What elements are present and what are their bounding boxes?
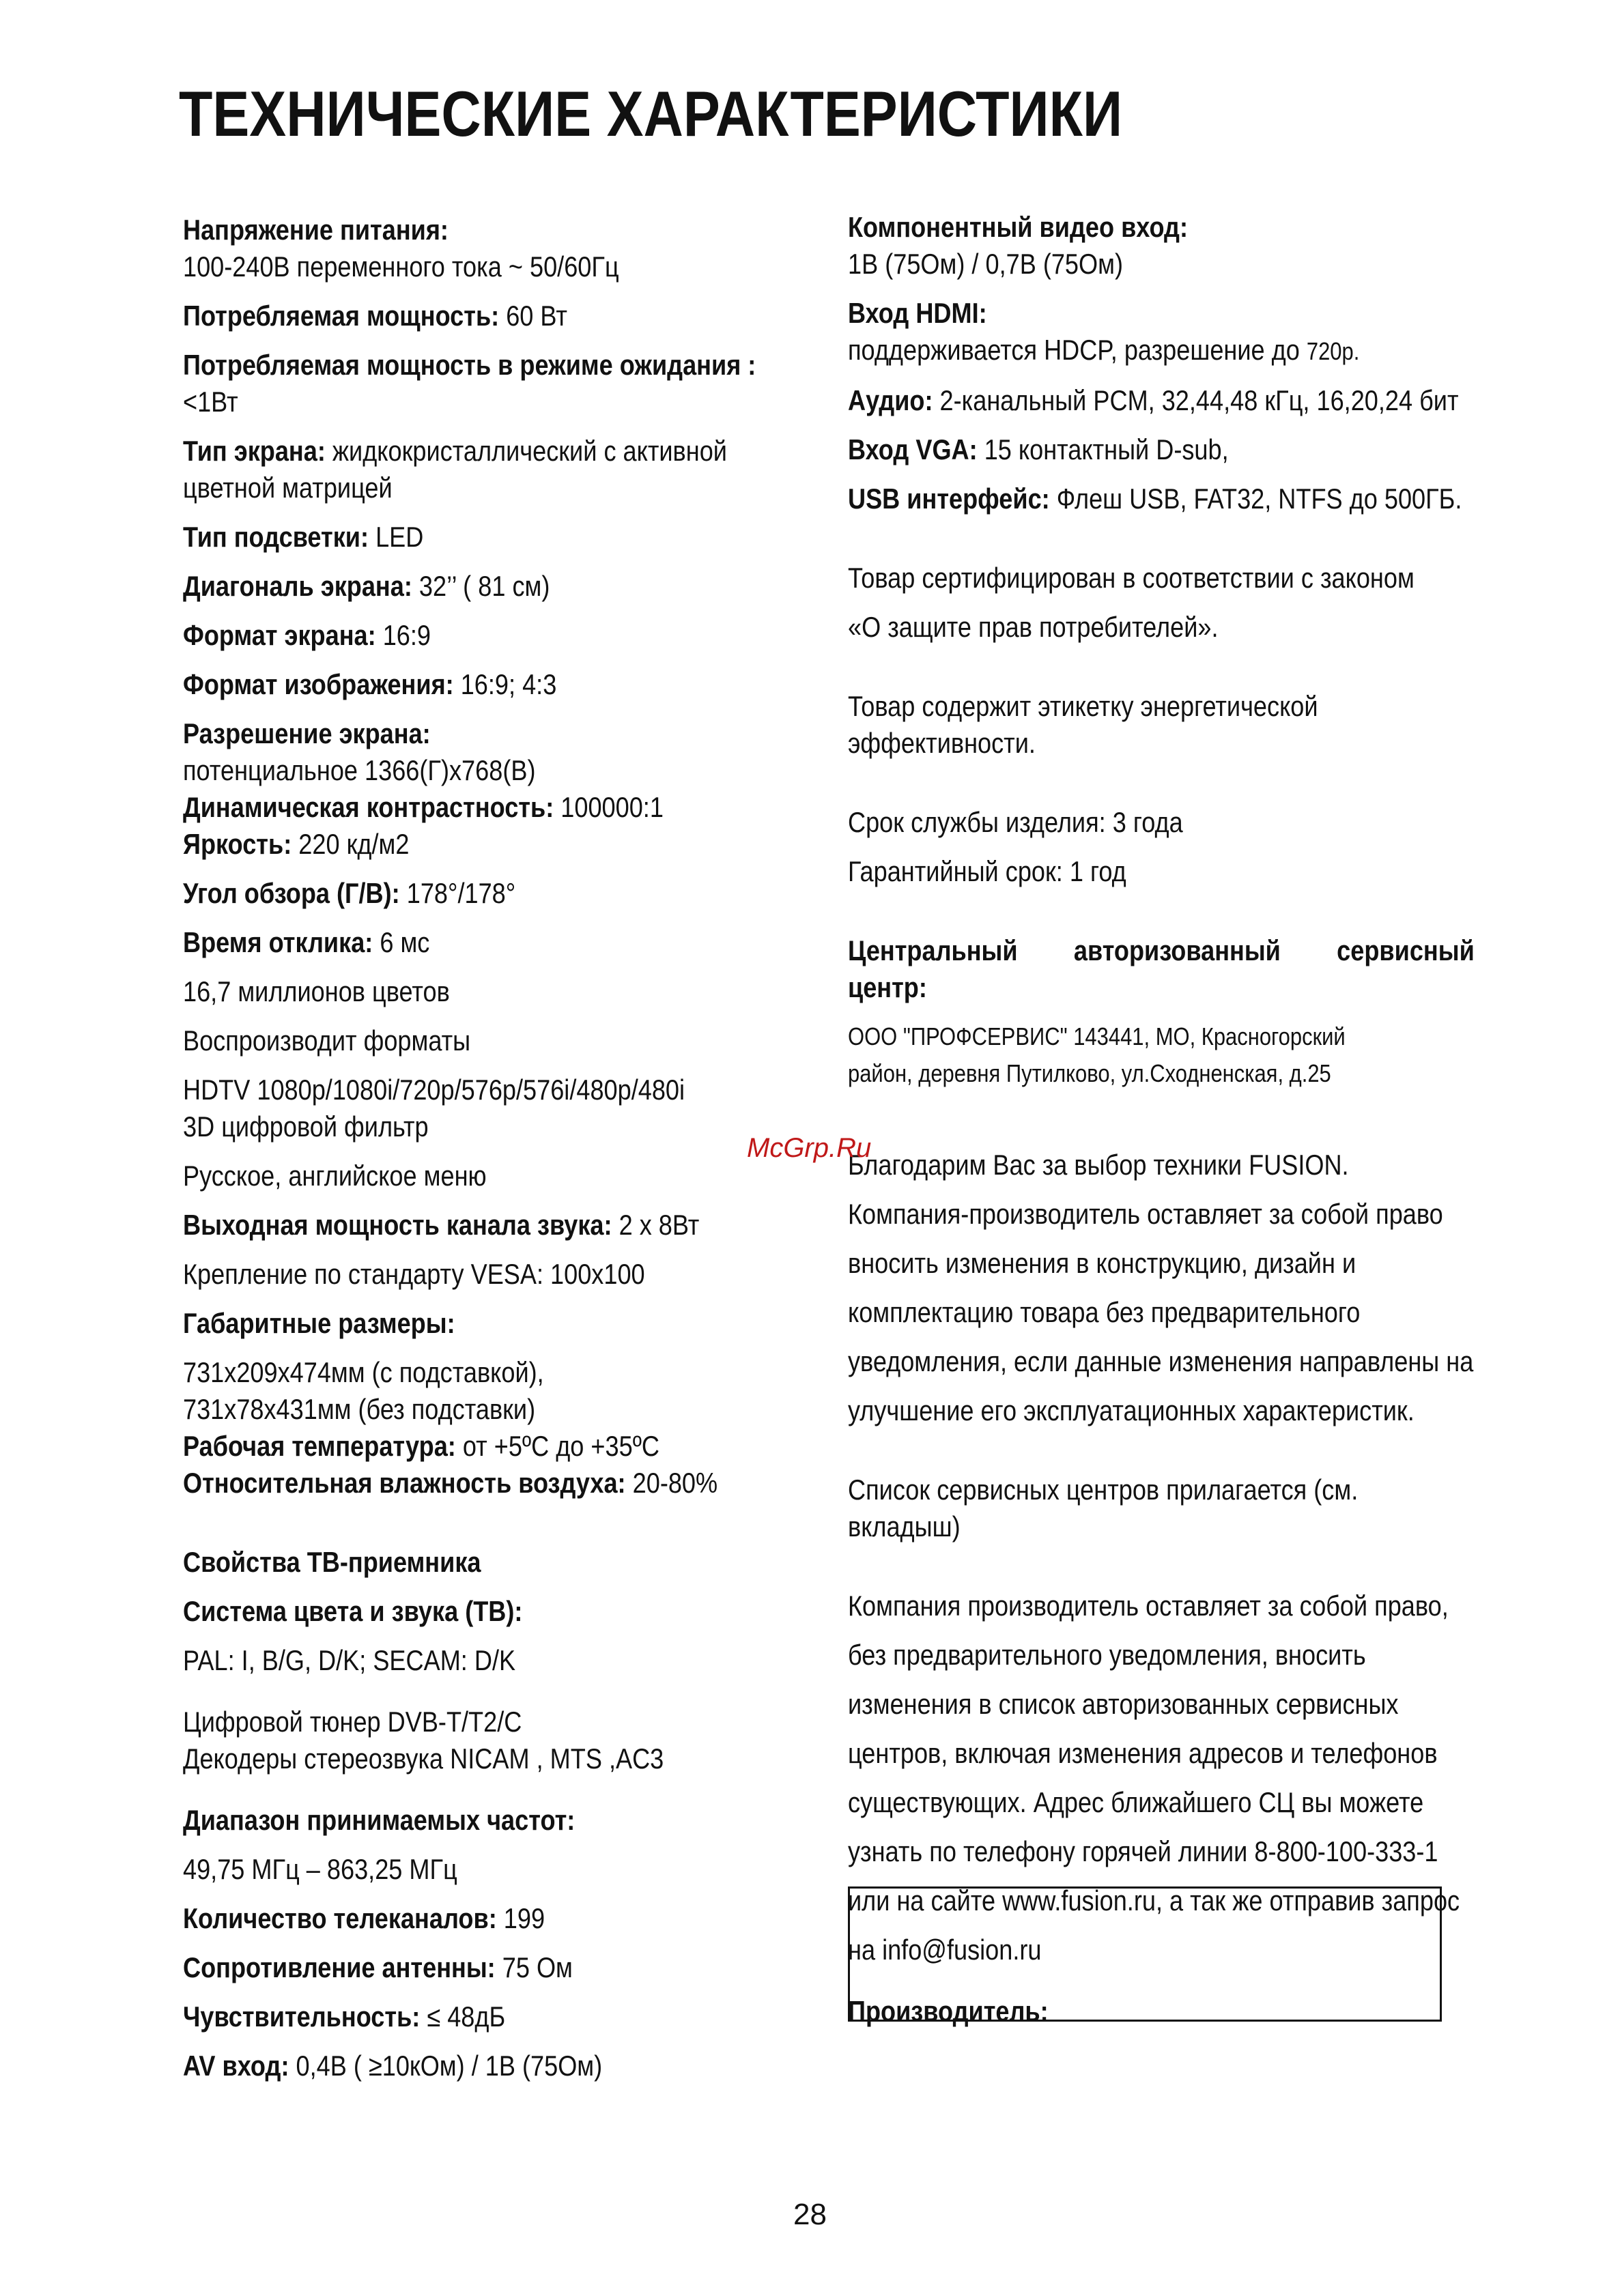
humidity-label: Относительная влажность воздуха: bbox=[183, 1467, 626, 1499]
energy-label-text: Товар содержит этикетку энергетической эффективности. bbox=[848, 690, 1318, 759]
service-center-address-1: ООО "ПРОФСЕРВИС" 143441, МО, Красногорский bbox=[848, 1022, 1346, 1050]
temperature-value: от +5ºС до +35ºС bbox=[462, 1430, 659, 1462]
notice-line: на info@fusion.ru bbox=[848, 1934, 1042, 1966]
frequency-row bbox=[183, 1802, 810, 1839]
thanks-line: Благодарим Вас за выбор техники FUSION. bbox=[848, 1149, 1349, 1181]
backlight-value: LED bbox=[375, 521, 424, 553]
screen-type-row bbox=[183, 433, 810, 470]
component-row bbox=[848, 209, 1475, 246]
formats-value: HDTV 1080p/1080i/720p/576p/576i/480p/480i bbox=[183, 1074, 685, 1106]
response-value: 6 мс bbox=[380, 926, 430, 958]
thanks-line: Компания-производитель оставляет за собой право bbox=[848, 1198, 1443, 1230]
backlight-label: Тип подсветки: bbox=[183, 521, 369, 553]
voltage-label: Напряжение питания: bbox=[183, 214, 449, 246]
service-center-heading-1: Центральный авторизованный сервисный bbox=[848, 934, 1475, 966]
response-label: Время отклика: bbox=[183, 926, 373, 958]
filter-text: 3D цифровой фильтр bbox=[183, 1110, 429, 1143]
service-list-text: Список сервисных центров прилагается (см. вкладыш) bbox=[848, 1474, 1359, 1542]
voltage-row bbox=[183, 212, 810, 248]
hdmi-resolution: 720p. bbox=[1306, 337, 1360, 365]
voltage-value: 100-240В переменного тока ~ 50/60Гц bbox=[183, 250, 619, 283]
menu-text: Русское, английское меню bbox=[183, 1160, 487, 1192]
hdmi-row bbox=[848, 295, 1475, 332]
resolution-row bbox=[183, 715, 810, 752]
standby-value: <1Вт bbox=[183, 386, 238, 418]
image-format-row bbox=[183, 666, 810, 703]
brightness-label: Яркость: bbox=[183, 828, 292, 860]
hdmi-value: поддерживается HDCP, разрешение до bbox=[848, 334, 1300, 366]
diagonal-value: 32’’ ( 81 см) bbox=[418, 570, 550, 602]
dimensions-value-2: 731x78x431мм (без подставки) bbox=[183, 1393, 536, 1425]
channels-value: 199 bbox=[503, 1902, 545, 1934]
thanks-line: вносить изменения в конструкцию, дизайн и bbox=[848, 1247, 1356, 1279]
audio-label: Аудио: bbox=[848, 384, 933, 416]
humidity-row bbox=[183, 1465, 810, 1502]
notice-line: центров, включая изменения адресов и телефонов bbox=[848, 1737, 1438, 1769]
tuner-text: Цифровой тюнер DVB-T/T2/C bbox=[183, 1706, 522, 1738]
left-column bbox=[183, 212, 811, 2084]
sensitivity-value: ≤ 48дБ bbox=[427, 2000, 506, 2033]
image-format-label: Формат изображения: bbox=[183, 668, 454, 700]
usb-value: Флеш USB, FAT32, NTFS до 500ГБ. bbox=[1056, 483, 1462, 515]
thanks-line: улучшение его эксплуатационных характеристик. bbox=[848, 1394, 1415, 1426]
decoders-text: Декодеры стереозвука NICAM , MTS ,AC3 bbox=[183, 1742, 664, 1775]
watermark: McGrp.Ru bbox=[747, 1133, 872, 1163]
sensitivity-label: Чувствительность: bbox=[183, 2000, 421, 2033]
color-system-row bbox=[183, 1593, 810, 1630]
component-value: 1В (75Ом) / 0,7В (75Ом) bbox=[848, 248, 1123, 280]
backlight-row bbox=[183, 519, 810, 556]
notice-line: узнать по телефону горячей линии 8-800-100-333-1 bbox=[848, 1835, 1438, 1867]
audio-value: 2-канальный PCM, 32,44,48 кГц, 16,20,24 бит bbox=[939, 384, 1459, 416]
notice-line: без предварительного уведомления, вносить bbox=[848, 1639, 1366, 1671]
av-input-row bbox=[183, 2048, 810, 2084]
notice-line: Компания производитель оставляет за собой право, bbox=[848, 1590, 1449, 1622]
aspect-value: 16:9 bbox=[382, 619, 431, 651]
warranty-text: Гарантийный срок: 1 год bbox=[848, 855, 1126, 887]
power-value: 60 Вт bbox=[506, 300, 567, 332]
notice-line: существующих. Адрес ближайшего СЦ вы можете bbox=[848, 1786, 1424, 1818]
hdmi-value-row bbox=[848, 332, 1475, 370]
channels-row bbox=[183, 1900, 810, 1937]
color-system-value: PAL: I, B/G, D/K; SECAM: D/K bbox=[183, 1644, 516, 1676]
vga-row bbox=[848, 431, 1475, 468]
audio-out-value: 2 x 8Вт bbox=[619, 1209, 700, 1241]
contrast-label: Динамическая контрастность: bbox=[183, 791, 554, 823]
dimensions-row bbox=[183, 1305, 810, 1342]
standby-row bbox=[183, 347, 810, 384]
viewing-angle-row bbox=[183, 875, 810, 912]
usb-label: USB интерфейс: bbox=[848, 483, 1050, 515]
certification-line-1: Товар сертифицирован в соответствии с законом bbox=[848, 562, 1415, 594]
audio-row bbox=[848, 382, 1475, 419]
page-number: 28 bbox=[793, 2198, 827, 2231]
power-label: Потребляемая мощность: bbox=[183, 300, 500, 332]
audio-out-row bbox=[183, 1207, 810, 1244]
screen-type-label: Тип экрана: bbox=[183, 435, 326, 467]
power-row bbox=[183, 298, 810, 334]
thanks-paragraph bbox=[848, 1147, 1475, 1429]
dimensions-value-1: 731x209x474мм (с подставкой), bbox=[183, 1356, 544, 1388]
manufacturer-heading: Производитель: bbox=[848, 1995, 1049, 2027]
standby-label: Потребляемая мощность в режиме ожидания : bbox=[183, 349, 756, 381]
thanks-line: комплектацию товара без предварительного bbox=[848, 1296, 1361, 1328]
antenna-row bbox=[183, 1949, 810, 1986]
formats-label: Воспроизводит форматы bbox=[183, 1024, 471, 1057]
notice-line: или на сайте www.fusion.ru, а так же отправив запрос bbox=[848, 1884, 1460, 1917]
colors-text: 16,7 миллионов цветов bbox=[183, 975, 450, 1007]
resolution-value: потенциальное 1366(Г)x768(В) bbox=[183, 754, 536, 786]
image-format-value: 16:9; 4:3 bbox=[460, 668, 557, 700]
diagonal-row bbox=[183, 568, 810, 605]
service-life-text: Срок службы изделия: 3 года bbox=[848, 806, 1183, 838]
antenna-label: Сопротивление антенны: bbox=[183, 1951, 496, 1983]
component-label: Компонентный видео вход: bbox=[848, 211, 1189, 243]
aspect-label: Формат экрана: bbox=[183, 619, 376, 651]
frequency-label: Диапазон принимаемых частот: bbox=[183, 1804, 575, 1836]
thanks-line: уведомления, если данные изменения направлены на bbox=[848, 1345, 1474, 1377]
vesa-text: Крепление по стандарту VESA: 100x100 bbox=[183, 1258, 645, 1290]
antenna-value: 75 Ом bbox=[502, 1951, 573, 1983]
dimensions-label: Габаритные размеры: bbox=[183, 1307, 455, 1339]
sensitivity-row bbox=[183, 1998, 810, 2035]
vga-value: 15 контактный D-sub, bbox=[984, 433, 1229, 465]
response-row bbox=[183, 924, 810, 961]
frequency-value: 49,75 МГц – 863,25 МГц bbox=[183, 1853, 457, 1885]
audio-out-label: Выходная мощность канала звука: bbox=[183, 1209, 612, 1241]
vga-label: Вход VGA: bbox=[848, 433, 978, 465]
usb-row bbox=[848, 480, 1475, 517]
channels-label: Количество телеканалов: bbox=[183, 1902, 497, 1934]
right-column bbox=[848, 209, 1476, 2030]
temperature-row bbox=[183, 1428, 810, 1465]
humidity-value: 20-80% bbox=[632, 1467, 718, 1499]
av-input-value: 0,4В ( ≥10кОм) / 1В (75Ом) bbox=[296, 2050, 603, 2082]
contrast-value: 100000:1 bbox=[560, 791, 664, 823]
contrast-row bbox=[183, 789, 810, 826]
brightness-value: 220 кд/м2 bbox=[298, 828, 410, 860]
tv-section-heading: Свойства ТВ-приемника bbox=[183, 1546, 481, 1578]
service-center-heading-2: центр: bbox=[848, 971, 927, 1003]
hdmi-label: Вход HDMI: bbox=[848, 297, 987, 329]
resolution-label: Разрешение экрана: bbox=[183, 717, 431, 749]
screen-type-value: жидкокристаллический с активной bbox=[332, 435, 727, 467]
page-title: ТЕХНИЧЕСКИЕ ХАРАКТЕРИСТИКИ bbox=[179, 78, 1123, 149]
manufacturer-box bbox=[848, 1886, 1442, 2022]
aspect-row bbox=[183, 617, 810, 654]
screen-type-value-2: цветной матрицей bbox=[183, 472, 393, 504]
diagonal-label: Диагональ экрана: bbox=[183, 570, 412, 602]
viewing-angle-value: 178°/178° bbox=[406, 877, 516, 909]
certification-line-2: «О защите прав потребителей». bbox=[848, 611, 1219, 643]
color-system-label: Система цвета и звука (ТВ): bbox=[183, 1595, 523, 1627]
brightness-row bbox=[183, 826, 810, 863]
viewing-angle-label: Угол обзора (Г/В): bbox=[183, 877, 400, 909]
notice-line: изменения в список авторизованных сервисных bbox=[848, 1688, 1399, 1720]
temperature-label: Рабочая температура: bbox=[183, 1430, 456, 1462]
av-input-label: AV вход: bbox=[183, 2050, 289, 2082]
service-center-address-2: район, деревня Путилково, ул.Сходненская, д.25 bbox=[848, 1059, 1331, 1087]
